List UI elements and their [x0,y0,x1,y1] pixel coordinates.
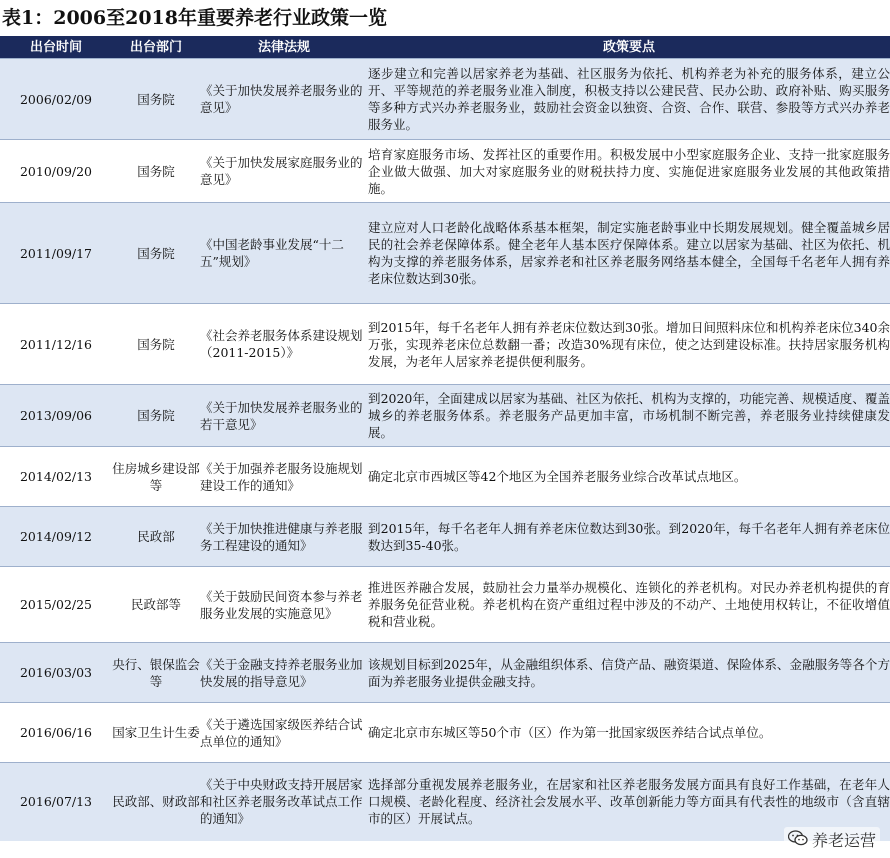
cell-date: 2015/02/25 [0,567,112,643]
cell-points: 该规划目标到2025年，从金融组织体系、信贷产品、融资渠道、保险体系、金融服务等各个方面为养老服务业提供金融支持。 [368,643,890,703]
cell-law: 《关于加强养老服务设施规划建设工作的通知》 [200,447,368,507]
cell-law: 《关于加快发展养老服务业的意见》 [200,59,368,140]
table-row [0,447,890,507]
cell-points: 确定北京市西城区等42个地区为全国养老服务业综合改革试点地区。 [368,447,890,507]
header-date: 出台时间 [0,36,112,59]
cell-dept: 国务院 [112,203,200,304]
cell-dept: 国务院 [112,59,200,140]
cell-points: 选择部分重视发展养老服务业，在居家和社区养老服务发展方面具有良好工作基础，在老年人口规模、老龄化程度、经济社会发展水平、改革创新能力等方面具有代表性的地级市（含直辖市的区）开展试点。 [368,763,890,841]
cell-law: 《关于金融支持养老服务业加快发展的指导意见》 [200,643,368,703]
cell-law: 《社会养老服务体系建设规划（2011-2015）》 [200,304,368,385]
cell-dept: 民政部 [112,507,200,567]
table-title: 表1：2006至2018年重要养老行业政策一览 [2,7,387,29]
cell-dept: 国家卫生计生委 [112,703,200,763]
cell-date: 2013/09/06 [0,385,112,447]
cell-law: 《中国老龄事业发展“十二五”规划》 [200,203,368,304]
table-row [0,567,890,643]
cell-law: 《关于中央财政支持开展居家和社区养老服务改革试点工作的通知》 [200,763,368,841]
watermark-text: 养老运营 [811,831,876,850]
table-row [0,507,890,567]
header-row [0,36,890,59]
cell-date: 2016/06/16 [0,703,112,763]
cell-dept: 国务院 [112,304,200,385]
cell-date: 2014/02/13 [0,447,112,507]
cell-date: 2011/09/17 [0,203,112,304]
wechat-watermark [784,827,880,852]
cell-date: 2014/09/12 [0,507,112,567]
header-dept: 出台部门 [112,36,200,59]
policy-table [0,36,890,841]
table-row [0,763,890,841]
cell-law: 《关于加快发展家庭服务业的意见》 [200,140,368,203]
cell-dept: 国务院 [112,140,200,203]
cell-points: 推进医养融合发展，鼓励社会力量举办规模化、连锁化的养老机构。对民办养老机构提供的育养服务免征营业税。养老机构在资产重组过程中涉及的不动产、土地使用权转让，不征收增值税和营业税。 [368,567,890,643]
cell-points: 到2015年，每千名老年人拥有养老床位数达到30张。增加日间照料床位和机构养老床位340余万张，实现养老床位总数翻一番；改造30%现有床位，使之达到建设标准。扶持居家服务机构发展，为老年人居家养老提供便利服务。 [368,304,890,385]
table-row [0,203,890,304]
cell-dept: 民政部等 [112,567,200,643]
cell-date: 2016/03/03 [0,643,112,703]
cell-date: 2010/09/20 [0,140,112,203]
cell-law: 《关于鼓励民间资本参与养老服务业发展的实施意见》 [200,567,368,643]
cell-points: 培育家庭服务市场、发挥社区的重要作用。积极发展中小型家庭服务企业、支持一批家庭服务企业做大做强、加大对家庭服务业的财税扶持力度、实施促进家庭服务业发展的其他政策措施。 [368,140,890,203]
table-row [0,140,890,203]
cell-law: 《关于遴选国家级医养结合试点单位的通知》 [200,703,368,763]
cell-points: 确定北京市东城区等50个市（区）作为第一批国家级医养结合试点单位。 [368,703,890,763]
header-law: 法律法规 [200,36,368,59]
cell-dept: 住房城乡建设部等 [112,447,200,507]
cell-dept: 央行、银保监会等 [112,643,200,703]
cell-points: 到2015年，每千名老年人拥有养老床位数达到30张。到2020年，每千名老年人拥有养老床位数达到35-40张。 [368,507,890,567]
table-row [0,304,890,385]
cell-points: 逐步建立和完善以居家养老为基础、社区服务为依托、机构养老为补充的服务体系，建立公开、平等规范的养老服务业准入制度，积极支持以公建民营、民办公助、政府补贴、购买服务等多种方式兴办养老服务业，鼓励社会资金以独资、合资、合作、联营、参股等方式兴办养老服务业。 [368,59,890,140]
cell-law: 《关于加快发展养老服务业的若干意见》 [200,385,368,447]
cell-date: 2006/02/09 [0,59,112,140]
cell-dept: 民政部、财政部 [112,763,200,841]
cell-law: 《关于加快推进健康与养老服务工程建设的通知》 [200,507,368,567]
cell-points: 到2020年，全面建成以居家为基础、社区为依托、机构为支撑的，功能完善、规模适度、覆盖城乡的养老服务体系。养老服务产品更加丰富，市场机制不断完善，养老服务业持续健康发展。 [368,385,890,447]
table-row [0,59,890,140]
cell-dept: 国务院 [112,385,200,447]
header-points: 政策要点 [368,36,890,59]
table-row [0,703,890,763]
wechat-icon [788,830,812,850]
cell-points: 建立应对人口老龄化战略体系基本框架，制定实施老龄事业中长期发展规划。健全覆盖城乡居民的社会养老保障体系。健全老年人基本医疗保障体系。建立以居家为基础、社区为依托、机构为支撑的养老服务体系，居家养老和社区养老服务网络基本健全，全国每千名老年人拥有养老床位数达到30张。 [368,203,890,304]
table-row [0,643,890,703]
table-row [0,385,890,447]
cell-date: 2011/12/16 [0,304,112,385]
cell-date: 2016/07/13 [0,763,112,841]
